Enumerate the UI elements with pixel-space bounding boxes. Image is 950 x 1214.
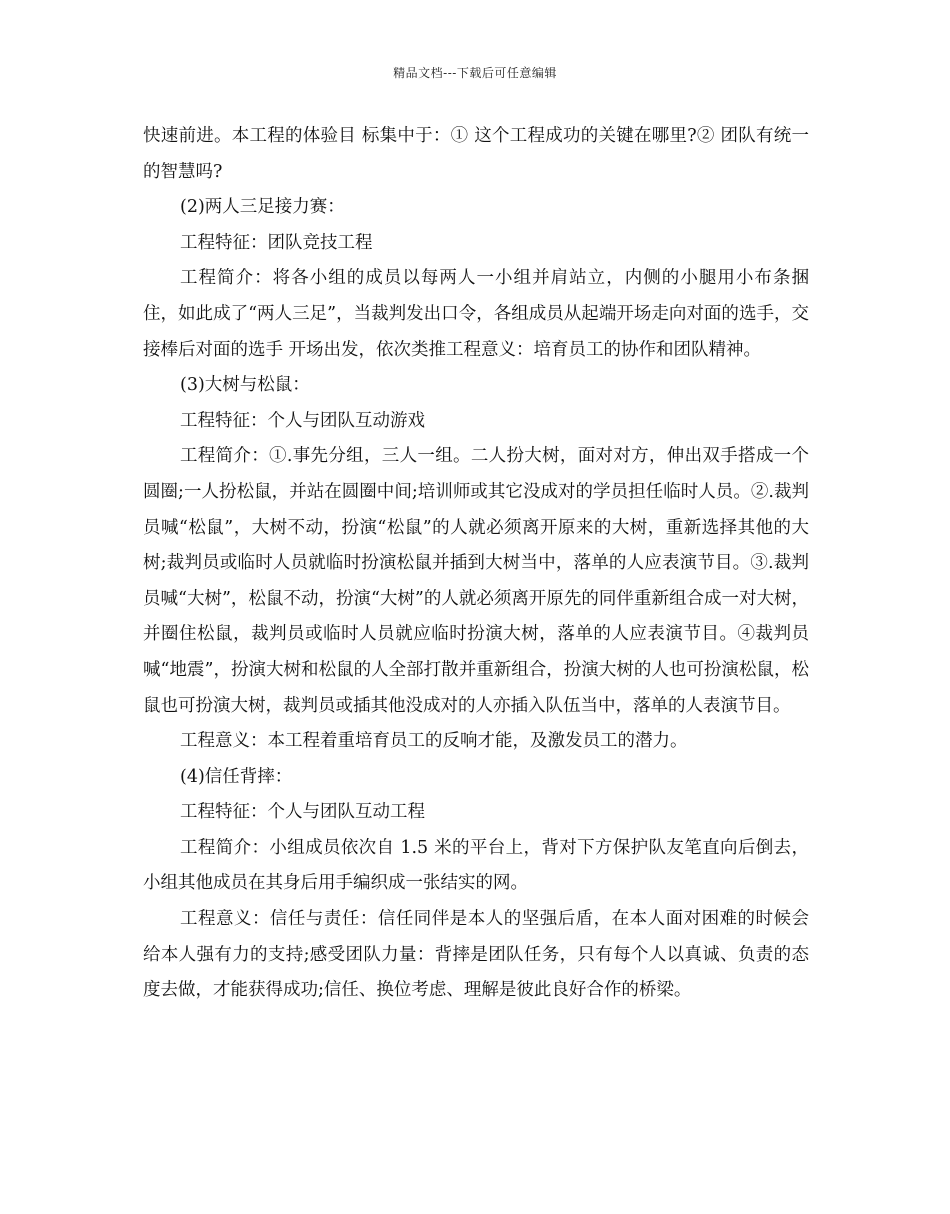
section-heading-tree-and-squirrel: (3)大树与松鼠： [180,375,310,396]
page-header: 精品文档---下载后可任意编辑 [393,66,557,80]
paragraph-intro: 工程简介：小组成员依次自 1.5 米的平台上，背对下方保护队友笔直向后倒去，小组其他成员在其身后用手编织成一张结实的网。 [143,837,809,894]
paragraph-feature: 工程特征：团队竞技工程 [180,232,373,253]
paragraph-significance: 工程意义：本工程着重培育员工的反响才能，及激发员工的潜力。 [180,731,688,752]
paragraph-intro-continuation: 快速前进。本工程的体验目 标集中于：① 这个工程成功的关键在哪里?② 团队有统一的智慧吗? [143,126,809,182]
paragraph-intro: 工程简介：将各小组的成员以每两人一小组并肩站立，内侧的小腿用小布条捆住，如此成了“两人三足”，当裁判发出口令，各组成员从起端开场走向对面的选手，交接棒后对面的选手 开场出发，依次类推工程意义：培育员工的协作和团队精神。 [143,268,809,360]
paragraph-feature: 工程特征：个人与团队互动工程 [180,802,425,823]
section-heading-trust-fall: (4)信任背摔： [180,766,293,787]
paragraph-feature: 工程特征：个人与团队互动游戏 [180,410,425,431]
section-heading-two-people-three-legs: (2)两人三足接力赛： [180,197,345,218]
paragraph-intro: 工程简介：①.事先分组，三人一组。二人扮大树，面对对方，伸出双手搭成一个圆圈;一人扮松鼠，并站在圆圈中间;培训师或其它没成对的学员担任临时人员。②.裁判员喊“松鼠”，大树不动，扮演“松鼠”的人就必须离开原来的大树，重新选择其他的大树;裁判员或临时人员就临时扮演松鼠并插到大树当中，落单的人应表演节目。③.裁判员喊“大树”，松鼠不动，扮演“大树”的人就必须离开原先的同伴重新组合成一对大树，并圈住松鼠，裁判员或临时人员就应临时扮演大树，落单的人应表演节目。④裁判员喊“地震”，扮演大树和松鼠的人全部打散并重新组合，扮演大树的人也可扮演松鼠，松鼠也可扮演大树，裁判员或插其他没成对的人亦插入队伍当中，落单的人表演节目。 [143,446,809,716]
paragraph-significance: 工程意义：信任与责任：信任同伴是本人的坚强后盾，在本人面对困难的时候会给本人强有力的支持;感受团队力量：背摔是团队任务，只有每个人以真诚、负责的态度去做，才能获得成功;信任、换位考虑、理解是彼此良好合作的桥梁。 [143,909,809,1001]
document-body [143,119,809,1009]
